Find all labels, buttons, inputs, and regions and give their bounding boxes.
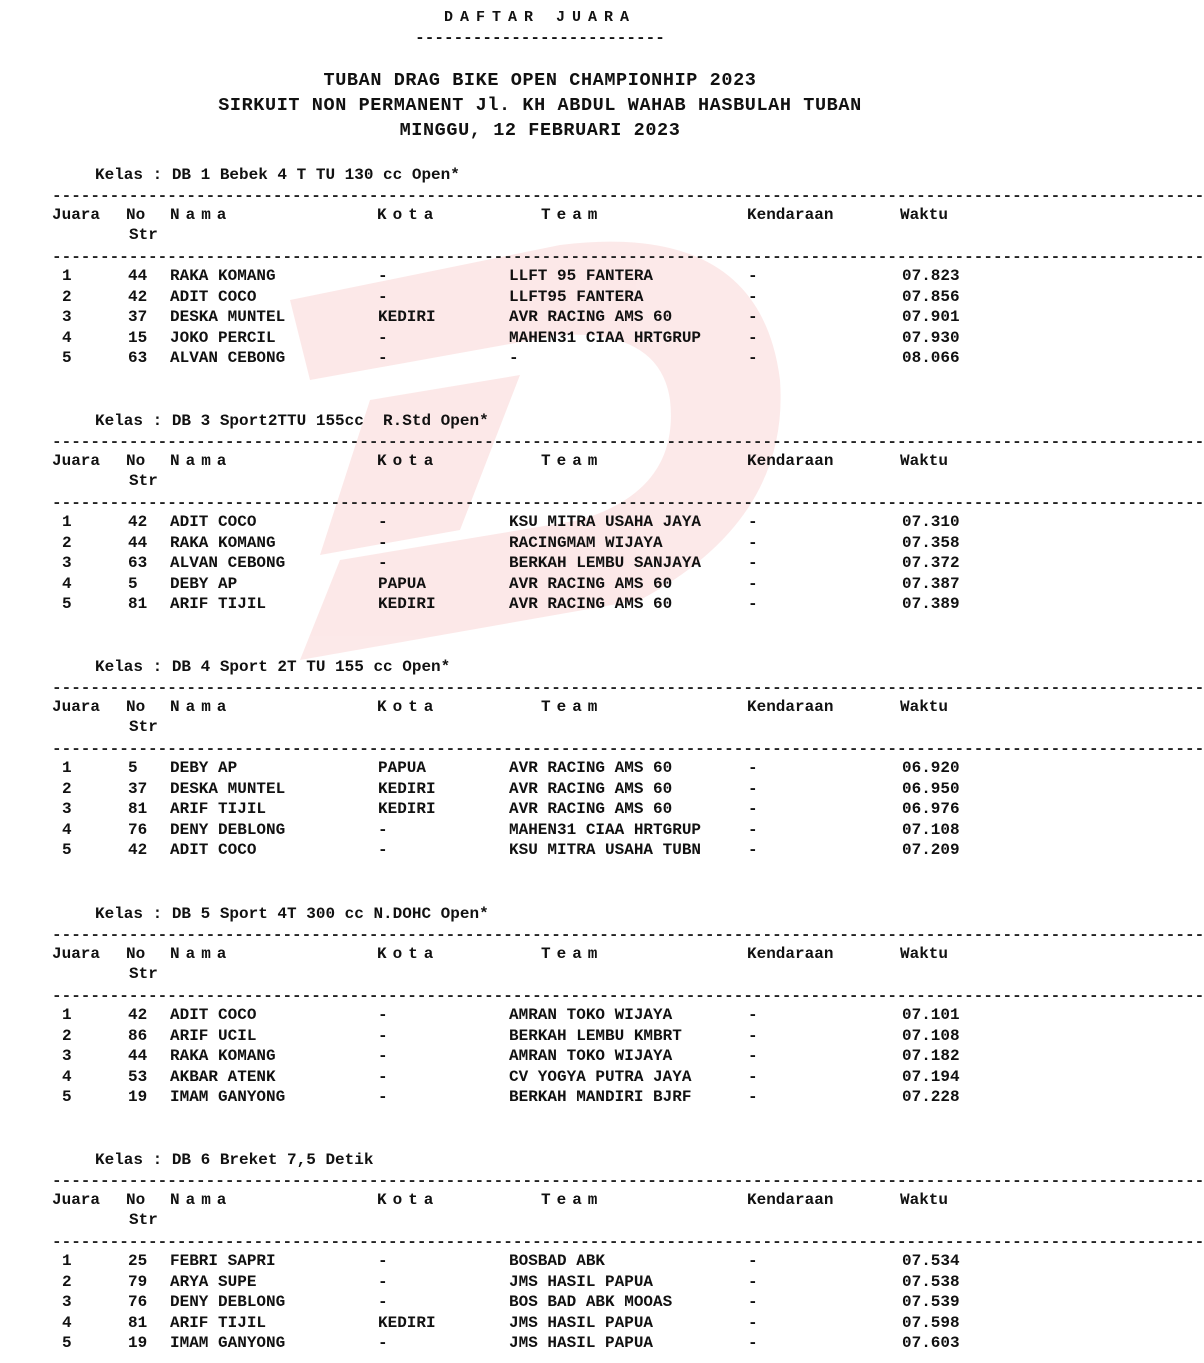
- cell-nama: ARIF TIJIL: [170, 595, 267, 613]
- cell-nama: FEBRI SAPRI: [170, 1252, 276, 1270]
- header-waktu: Waktu: [900, 206, 949, 224]
- cell-juara: 2: [62, 533, 72, 552]
- cell-kota: KEDIRI: [378, 800, 436, 818]
- header-nama: Nama: [170, 1191, 233, 1209]
- header-nama: Nama: [170, 452, 233, 470]
- cell-nama: DENY DEBLONG: [170, 820, 286, 839]
- header-kota: Kota: [377, 698, 440, 716]
- cell-no: 37: [128, 308, 148, 326]
- cell-team: AMRAN TOKO WIJAYA: [509, 1006, 673, 1024]
- cell-juara: 1: [62, 1006, 72, 1024]
- cell-nama: ARYA SUPE: [170, 1272, 257, 1291]
- cell-kendaraan: -: [748, 759, 758, 777]
- cell-juara: 5: [62, 1334, 72, 1352]
- heading-underline: --------------------------: [415, 29, 665, 47]
- header-juara: Juara: [52, 452, 101, 470]
- cell-no: 76: [128, 1293, 148, 1311]
- cell-nama: IMAM GANYONG: [170, 1088, 286, 1106]
- table-row: [0, 1314, 1080, 1335]
- cell-no: 53: [128, 1067, 148, 1086]
- header-no: No: [126, 945, 146, 963]
- divider: ------------------------------------------------------------------------------------------------------------------------: [52, 187, 1204, 205]
- cell-no: 19: [128, 1088, 148, 1106]
- cell-no: 42: [128, 841, 148, 859]
- cell-juara: 5: [62, 1088, 72, 1106]
- cell-no: 44: [128, 1047, 148, 1065]
- table-row: [0, 1068, 1080, 1089]
- cell-team: AVR RACING AMS 60: [509, 779, 673, 798]
- cell-waktu: 07.598: [902, 1313, 960, 1332]
- cell-kendaraan: -: [748, 328, 758, 347]
- cell-waktu: 06.950: [902, 779, 960, 798]
- header-kendaraan: Kendaraan: [747, 1191, 834, 1209]
- cell-nama: DEBY AP: [170, 574, 238, 593]
- header-str: Str: [129, 472, 158, 490]
- header-nama: Nama: [170, 206, 233, 224]
- table-row: [0, 288, 1080, 309]
- table-row: [0, 534, 1080, 555]
- cell-kota: -: [378, 841, 388, 859]
- cell-waktu: 07.310: [902, 513, 960, 531]
- cell-kendaraan: -: [748, 1293, 758, 1311]
- cell-juara: 4: [62, 820, 72, 839]
- cell-waktu: 07.209: [902, 841, 960, 859]
- header-team: Team: [541, 1191, 604, 1209]
- cell-nama: ADIT COCO: [170, 287, 257, 306]
- cell-nama: ADIT COCO: [170, 513, 257, 531]
- table-row: [0, 1334, 1080, 1355]
- cell-waktu: 08.066: [902, 349, 960, 367]
- cell-kendaraan: -: [748, 1313, 758, 1332]
- cell-kota: -: [378, 820, 388, 839]
- cell-juara: 3: [62, 308, 72, 326]
- cell-nama: DEBY AP: [170, 759, 238, 777]
- table-row: [0, 575, 1080, 596]
- cell-team: AMRAN TOKO WIJAYA: [509, 1047, 673, 1065]
- cell-kendaraan: -: [748, 1334, 758, 1352]
- cell-kota: -: [378, 1047, 388, 1065]
- cell-team: BERKAH LEMBU KMBRT: [509, 1026, 682, 1045]
- cell-no: 5: [128, 574, 138, 593]
- cell-team: AVR RACING AMS 60: [509, 800, 673, 818]
- divider: ------------------------------------------------------------------------------------------------------------------------: [52, 1233, 1204, 1251]
- cell-team: JMS HASIL PAPUA: [509, 1313, 654, 1332]
- cell-nama: DENY DEBLONG: [170, 1293, 286, 1311]
- cell-nama: DESKA MUNTEL: [170, 308, 286, 326]
- cell-kota: -: [378, 1067, 388, 1086]
- cell-waktu: 07.182: [902, 1047, 960, 1065]
- cell-team: JMS HASIL PAPUA: [509, 1334, 654, 1352]
- cell-juara: 5: [62, 349, 72, 367]
- cell-kota: KEDIRI: [378, 595, 436, 613]
- cell-juara: 4: [62, 1067, 72, 1086]
- header-no: No: [126, 1191, 146, 1209]
- cell-team: BERKAH MANDIRI BJRF: [509, 1088, 692, 1106]
- cell-juara: 1: [62, 513, 72, 531]
- cell-nama: RAKA KOMANG: [170, 1047, 276, 1065]
- cell-kendaraan: -: [748, 554, 758, 572]
- cell-nama: ARIF TIJIL: [170, 800, 267, 818]
- cell-team: JMS HASIL PAPUA: [509, 1272, 654, 1291]
- class-label: Kelas : DB 4 Sport 2T TU 155 cc Open*: [95, 658, 451, 676]
- cell-kota: -: [378, 1252, 388, 1270]
- cell-kota: -: [378, 287, 388, 306]
- cell-no: 81: [128, 800, 148, 818]
- table-row: [0, 1273, 1080, 1294]
- cell-team: AVR RACING AMS 60: [509, 308, 673, 326]
- cell-kota: -: [378, 1006, 388, 1024]
- header-str: Str: [129, 1211, 158, 1229]
- cell-waktu: 07.108: [902, 820, 960, 839]
- table-row: [0, 1293, 1080, 1314]
- cell-kota: KEDIRI: [378, 779, 436, 798]
- cell-nama: IMAM GANYONG: [170, 1334, 286, 1352]
- cell-kendaraan: -: [748, 1047, 758, 1065]
- cell-juara: 3: [62, 1047, 72, 1065]
- cell-kota: -: [378, 513, 388, 531]
- cell-no: 42: [128, 1006, 148, 1024]
- table-row: [0, 780, 1080, 801]
- cell-no: 19: [128, 1334, 148, 1352]
- cell-kendaraan: -: [748, 513, 758, 531]
- divider: ------------------------------------------------------------------------------------------------------------------------: [52, 494, 1204, 512]
- cell-kota: -: [378, 328, 388, 347]
- cell-nama: RAKA KOMANG: [170, 267, 276, 285]
- cell-waktu: 07.603: [902, 1334, 960, 1352]
- cell-kota: -: [378, 1334, 388, 1352]
- cell-waktu: 07.389: [902, 595, 960, 613]
- table-row: [0, 595, 1080, 616]
- header-team: Team: [541, 452, 604, 470]
- event-title: TUBAN DRAG BIKE OPEN CHAMPIONHIP 2023: [323, 70, 757, 91]
- cell-waktu: 07.534: [902, 1252, 960, 1270]
- cell-no: 42: [128, 513, 148, 531]
- cell-no: 81: [128, 1313, 148, 1332]
- cell-juara: 4: [62, 574, 72, 593]
- cell-kendaraan: -: [748, 800, 758, 818]
- cell-waktu: 07.372: [902, 554, 960, 572]
- cell-juara: 3: [62, 554, 72, 572]
- cell-waktu: 06.920: [902, 759, 960, 777]
- divider: ------------------------------------------------------------------------------------------------------------------------: [52, 679, 1204, 697]
- header-str: Str: [129, 718, 158, 736]
- table-row: [0, 329, 1080, 350]
- cell-team: BOS BAD ABK MOOAS: [509, 1293, 673, 1311]
- table-row: [0, 554, 1080, 575]
- cell-juara: 2: [62, 779, 72, 798]
- cell-kendaraan: -: [748, 267, 758, 285]
- cell-juara: 4: [62, 328, 72, 347]
- cell-kendaraan: -: [748, 308, 758, 326]
- cell-nama: RAKA KOMANG: [170, 533, 276, 552]
- cell-kendaraan: -: [748, 1006, 758, 1024]
- class-label: Kelas : DB 3 Sport2TTU 155cc R.Std Open*: [95, 412, 489, 430]
- table-row: [0, 308, 1080, 329]
- cell-nama: ARIF UCIL: [170, 1026, 257, 1045]
- cell-no: 44: [128, 267, 148, 285]
- header-no: No: [126, 206, 146, 224]
- header-waktu: Waktu: [900, 452, 949, 470]
- cell-juara: 1: [62, 759, 72, 777]
- table-row: [0, 267, 1080, 288]
- cell-no: 44: [128, 533, 148, 552]
- table-row: [0, 841, 1080, 862]
- table-row: [0, 800, 1080, 821]
- cell-no: 86: [128, 1026, 148, 1045]
- cell-kota: -: [378, 533, 388, 552]
- header-no: No: [126, 698, 146, 716]
- cell-no: 15: [128, 328, 148, 347]
- header-str: Str: [129, 226, 158, 244]
- cell-no: 42: [128, 287, 148, 306]
- cell-nama: AKBAR ATENK: [170, 1067, 276, 1086]
- cell-kota: -: [378, 1026, 388, 1045]
- table-row: [0, 513, 1080, 534]
- header-waktu: Waktu: [900, 945, 949, 963]
- cell-waktu: 07.539: [902, 1293, 960, 1311]
- cell-team: AVR RACING AMS 60: [509, 595, 673, 613]
- cell-waktu: 07.194: [902, 1067, 960, 1086]
- header-nama: Nama: [170, 945, 233, 963]
- table-row: [0, 1027, 1080, 1048]
- table-row: [0, 349, 1080, 370]
- cell-waktu: 07.538: [902, 1272, 960, 1291]
- header-nama: Nama: [170, 698, 233, 716]
- header-team: Team: [541, 945, 604, 963]
- cell-nama: ADIT COCO: [170, 841, 257, 859]
- divider: ------------------------------------------------------------------------------------------------------------------------: [52, 433, 1204, 451]
- cell-waktu: 07.930: [902, 328, 960, 347]
- cell-kota: -: [378, 267, 388, 285]
- cell-nama: ALVAN CEBONG: [170, 349, 286, 367]
- header-kendaraan: Kendaraan: [747, 452, 834, 470]
- cell-team: MAHEN31 CIAA HRTGRUP: [509, 820, 702, 839]
- cell-nama: ARIF TIJIL: [170, 1313, 267, 1332]
- header-str: Str: [129, 965, 158, 983]
- cell-no: 76: [128, 820, 148, 839]
- cell-no: 63: [128, 554, 148, 572]
- cell-waktu: 07.101: [902, 1006, 960, 1024]
- cell-kendaraan: -: [748, 779, 758, 798]
- class-label: Kelas : DB 6 Breket 7,5 Detik: [95, 1151, 374, 1169]
- cell-kendaraan: -: [748, 1026, 758, 1045]
- cell-kendaraan: -: [748, 595, 758, 613]
- event-venue: SIRKUIT NON PERMANENT Jl. KH ABDUL WAHAB HASBULAH TUBAN: [218, 95, 862, 116]
- table-row: [0, 1047, 1080, 1068]
- cell-team: BOSBAD ABK: [509, 1252, 606, 1270]
- divider: ------------------------------------------------------------------------------------------------------------------------: [52, 740, 1204, 758]
- header-team: Team: [541, 698, 604, 716]
- cell-team: CV YOGYA PUTRA JAYA: [509, 1067, 692, 1086]
- cell-team: LLFT95 FANTERA: [509, 287, 644, 306]
- table-row: [0, 1006, 1080, 1027]
- cell-nama: DESKA MUNTEL: [170, 779, 286, 798]
- cell-kota: -: [378, 349, 388, 367]
- cell-team: AVR RACING AMS 60: [509, 574, 673, 593]
- divider: ------------------------------------------------------------------------------------------------------------------------: [52, 926, 1204, 944]
- cell-juara: 1: [62, 1252, 72, 1270]
- cell-kota: KEDIRI: [378, 1313, 436, 1332]
- cell-waktu: 07.823: [902, 267, 960, 285]
- document-heading: DAFTAR JUARA: [443, 9, 637, 26]
- cell-no: 37: [128, 779, 148, 798]
- cell-waktu: 07.901: [902, 308, 960, 326]
- header-team: Team: [541, 206, 604, 224]
- cell-juara: 2: [62, 1026, 72, 1045]
- cell-juara: 2: [62, 287, 72, 306]
- divider: ------------------------------------------------------------------------------------------------------------------------: [52, 248, 1204, 266]
- header-kota: Kota: [377, 1191, 440, 1209]
- header-juara: Juara: [52, 698, 101, 716]
- cell-team: LLFT 95 FANTERA: [509, 267, 654, 285]
- cell-kendaraan: -: [748, 1088, 758, 1106]
- cell-team: -: [509, 349, 519, 367]
- cell-team: KSU MITRA USAHA JAYA: [509, 513, 702, 531]
- cell-nama: JOKO PERCIL: [170, 328, 276, 347]
- cell-waktu: 07.387: [902, 574, 960, 593]
- cell-juara: 3: [62, 800, 72, 818]
- divider: ------------------------------------------------------------------------------------------------------------------------: [52, 987, 1204, 1005]
- header-juara: Juara: [52, 945, 101, 963]
- class-label: Kelas : DB 1 Bebek 4 T TU 130 cc Open*: [95, 166, 460, 184]
- cell-kendaraan: -: [748, 574, 758, 593]
- cell-kendaraan: -: [748, 287, 758, 306]
- cell-kendaraan: -: [748, 1252, 758, 1270]
- header-kota: Kota: [377, 206, 440, 224]
- class-label: Kelas : DB 5 Sport 4T 300 cc N.DOHC Open*: [95, 905, 489, 923]
- header-kendaraan: Kendaraan: [747, 206, 834, 224]
- cell-nama: ADIT COCO: [170, 1006, 257, 1024]
- cell-team: MAHEN31 CIAA HRTGRUP: [509, 328, 702, 347]
- cell-kendaraan: -: [748, 841, 758, 859]
- header-juara: Juara: [52, 206, 101, 224]
- table-row: [0, 759, 1080, 780]
- cell-waktu: 06.976: [902, 800, 960, 818]
- cell-kota: PAPUA: [378, 759, 427, 777]
- cell-juara: 1: [62, 267, 72, 285]
- header-kendaraan: Kendaraan: [747, 945, 834, 963]
- cell-kota: -: [378, 1088, 388, 1106]
- cell-kota: -: [378, 1272, 388, 1291]
- header-kota: Kota: [377, 945, 440, 963]
- cell-juara: 4: [62, 1313, 72, 1332]
- cell-kendaraan: -: [748, 1067, 758, 1086]
- header-no: No: [126, 452, 146, 470]
- cell-waktu: 07.856: [902, 287, 960, 306]
- cell-no: 79: [128, 1272, 148, 1291]
- cell-team: AVR RACING AMS 60: [509, 759, 673, 777]
- header-juara: Juara: [52, 1191, 101, 1209]
- cell-team: BERKAH LEMBU SANJAYA: [509, 554, 702, 572]
- table-row: [0, 1088, 1080, 1109]
- cell-juara: 5: [62, 841, 72, 859]
- cell-no: 81: [128, 595, 148, 613]
- header-kota: Kota: [377, 452, 440, 470]
- cell-no: 63: [128, 349, 148, 367]
- cell-kendaraan: -: [748, 533, 758, 552]
- cell-kota: -: [378, 554, 388, 572]
- cell-nama: ALVAN CEBONG: [170, 554, 286, 572]
- header-waktu: Waktu: [900, 1191, 949, 1209]
- cell-no: 5: [128, 759, 138, 777]
- cell-kota: -: [378, 1293, 388, 1311]
- table-row: [0, 821, 1080, 842]
- cell-waktu: 07.108: [902, 1026, 960, 1045]
- cell-kendaraan: -: [748, 1272, 758, 1291]
- cell-kendaraan: -: [748, 349, 758, 367]
- cell-juara: 2: [62, 1272, 72, 1291]
- cell-no: 25: [128, 1252, 148, 1270]
- cell-kota: KEDIRI: [378, 308, 436, 326]
- cell-juara: 3: [62, 1293, 72, 1311]
- divider: ------------------------------------------------------------------------------------------------------------------------: [52, 1172, 1204, 1190]
- event-date: MINGGU, 12 FEBRUARI 2023: [399, 120, 681, 141]
- cell-team: RACINGMAM WIJAYA: [509, 533, 663, 552]
- table-row: [0, 1252, 1080, 1273]
- header-kendaraan: Kendaraan: [747, 698, 834, 716]
- cell-kendaraan: -: [748, 820, 758, 839]
- cell-team: KSU MITRA USAHA TUBN: [509, 841, 702, 859]
- cell-waktu: 07.358: [902, 533, 960, 552]
- header-waktu: Waktu: [900, 698, 949, 716]
- cell-juara: 5: [62, 595, 72, 613]
- cell-waktu: 07.228: [902, 1088, 960, 1106]
- cell-kota: PAPUA: [378, 574, 427, 593]
